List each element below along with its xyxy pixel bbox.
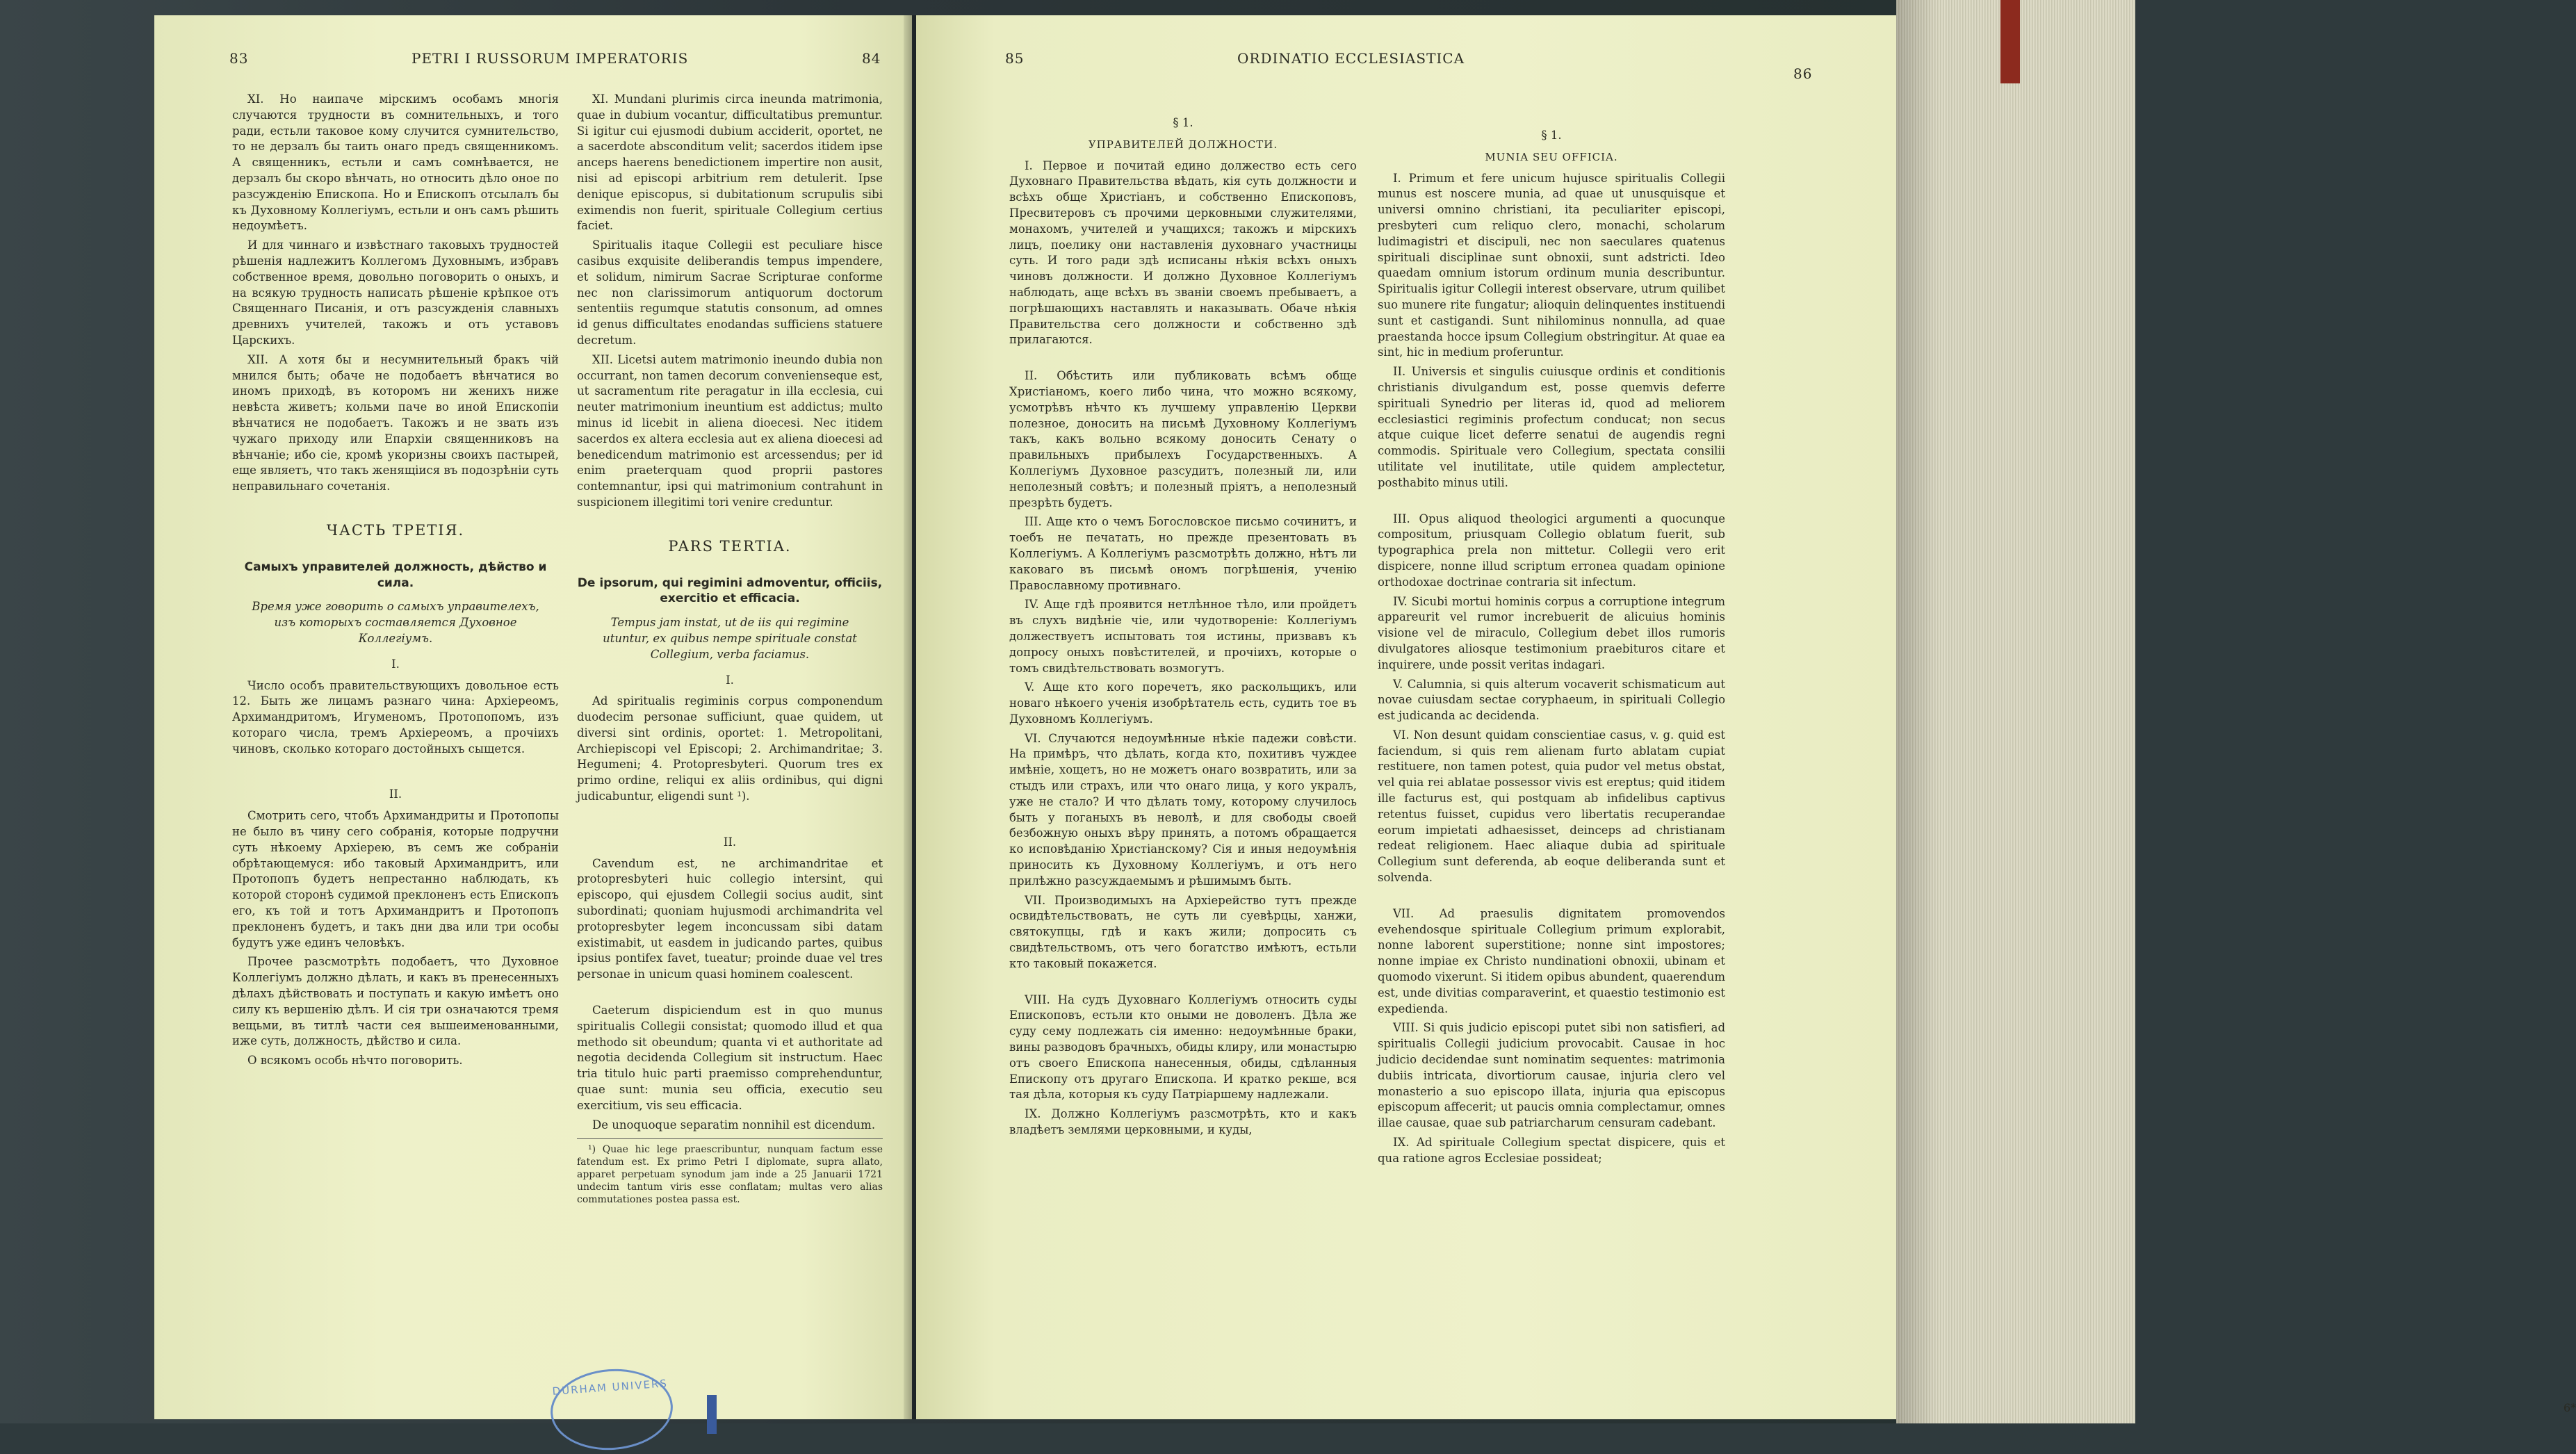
running-head-right: ORDINATIO ECCLESIASTICA: [1237, 50, 1465, 67]
section-number: § 1.: [1173, 116, 1193, 129]
paragraph: II. Обѣстить или публиковать всѣмъ обще Христіаномъ, коего либо чина, что можно всякому, усмотрѣвъ нѣчто къ лучшему управленію Церкви полезное, доносить на письмѣ Духовному Коллегіумъ такъ, какъ вольно всякому доносить Сенату о правильныхъ прибылехъ Государственныхъ. А Коллегіумъ Духовное разсудитъ, полезный ли, или неполезный совѣтъ; и полезный пріятъ, а неполезный презрѣть будетъ.: [1009, 369, 1357, 509]
paragraph: IV. Sicubi mortui hominis corpus a corruptione integrum appareurit vel rumor increbuerit de alicuius hominis visione vel de miraculo, Collegium debet illos rumoris divulgatores aliosque testimonium praebituros citare et inquirere, unde possit veritas indagari.: [1378, 594, 1725, 671]
section-title: MUNIA SEU OFFICIA.: [1485, 150, 1618, 163]
chapter-title: De ipsorum, qui regimini admoventur, officiis, exercitio et efficacia.: [577, 575, 883, 606]
part-heading: ЧАСТЬ ТРЕТІЯ.: [326, 521, 465, 539]
section-number: I.: [391, 657, 400, 671]
paragraph: VIII. Si quis judicio episcopi putet sibi non satisfieri, ad spiritualis Collegii judicium provocabit. Causae in hoc judicio decidendae sunt nominatim sequentes: matrimonia dubiis intricata, divortiorum causae, injuria clero vel monasterio a suo episcopo illata, injuria qua episcopus episcopum affecerit; ut paucis omnia complectamur, omnes illae causae, quae sub patriarcharum censuram cadebant.: [1378, 1021, 1725, 1130]
part-heading: PARS TERTIA.: [668, 537, 792, 555]
paragraph: V. Аще кто кого поречетъ, яко раскольщикъ, или новаго нѣкоего ученія изобрѣтатель есть, судить тое въ Духовномъ Коллегіумъ.: [1009, 680, 1357, 726]
paragraph: Ad spiritualis regiminis corpus componendum duodecim personae sufficiunt, quae quidem, ut diversi sint ordinis, oportet: 1. Metropolitani, Archiepiscopi vel Episcopi; 2. Archimandritae; 3. Hegumeni; 4. Protopresbyteri. Quorum tres ex primo ordine, reliqui ex aliis ordinibus, qui digni judicabuntur, eligendi sunt ¹).: [577, 694, 883, 803]
page-left: [154, 15, 912, 1419]
section-number: II.: [389, 787, 402, 801]
latin-column-left: [577, 92, 883, 1412]
page-number-86: 86: [1793, 65, 1813, 82]
paragraph: О всякомъ особь нѣчто поговорить.: [247, 1054, 463, 1068]
paragraph: IX. Ad spirituale Collegium spectat dispicere, quis et qua ratione agros Ecclesiae possideat;: [1378, 1136, 1725, 1165]
running-head-left: PETRI I RUSSORUM IMPERATORIS: [411, 50, 689, 67]
page-number-83: 83: [229, 50, 249, 67]
paragraph: De unoquoque separatim nonnihil est dicendum.: [592, 1118, 876, 1132]
ribbon-marker: [2000, 0, 2020, 83]
paragraph: VII. Ad praesulis dignitatem promovendos evehendosque spirituale Collegium primum explorabit, nonne laborent superstitione; nonne sint impostores; nonne impiae ex Christo nundinationi obnoxii, ubinam et quomodo vixerunt. Si itidem opibus abundent, quaerendum est, unde divitias comparaverint, et quaestio testimonio est expedienda.: [1378, 906, 1725, 1015]
paragraph: I. Первое и почитай едино должество есть сего Духовнаго Правительства вѣдать, кія суть должности и всѣхъ обще Христіанъ, и собственно Епископовъ, Пресвитеровъ съ прочими церковными служителями, монахомъ, учителей и учащихся; такожъ и мірскихъ лицъ, поелику они наставленія духовнаго участницы суть. И того ради здѣ исписаны нѣкія всѣхъ оныхъ чиновъ должности. И должно Духовное Коллегіумъ наблюдать, аще всѣхъ въ званіи своемъ пребываетъ, а погрѣшающихъ наставлять и наказывать. Обаче нѣкія Правительства сего должности и собственно здѣ прилагаются.: [1009, 158, 1357, 347]
paragraph: III. Opus aliquod theologici argumenti a quocunque compositum, priusquam Collegio oblatum fuerit, sub typographica prela non mittetur. Collegii vero erit dispicere, nonne illud scriptum erronea quadam opinione orthodoxae doctrinae contraria sit infectum.: [1378, 512, 1725, 589]
page-number-85: 85: [1005, 50, 1025, 67]
page-number-84: 84: [862, 50, 881, 67]
paragraph: V. Calumnia, si quis alterum vocaverit schismaticum aut novae cuiusdam sectae coryphaeum, in spirituali Collegio est judicanda ac decidenda.: [1378, 677, 1725, 723]
paragraph: VII. Производимыхъ на Архіерейство тутъ прежде освидѣтельствовать, не суть ли суевѣрцы, ханжи, святокупцы, гдѣ и какъ жили; допросить съ свидѣтельствомъ, отъ чего богатство имѣютъ, естьли кто таковый покажется.: [1009, 893, 1357, 970]
paragraph: IV. Аще гдѣ проявится нетлѣнное тѣло, или пройдетъ въ слухъ видѣніе чіе, или чудотвореніе: Коллегіумъ должествуетъ испытовать тоя истины, призвавъ къ допросу оныхъ повѣстителей, и прочіихъ, которые о томъ свидѣтельствовать возмогутъ.: [1009, 598, 1357, 675]
paragraph: III. Аще кто о чемъ Богословское письмо сочинитъ, и тоебъ не печатать, но прежде презентовать въ Коллегіумъ. А Коллегіумъ разсмотрѣть должно, нѣтъ ли каковаго въ письмѣ ономъ погрѣшенія, ученію Православному противнаго.: [1009, 515, 1357, 592]
paragraph: XII. Licetsi autem matrimonio ineundo dubia non occurrant, non tamen decorum convenienseque est, ut sacramentum rite peragatur in illa ecclesia, cui neuter matrimonium ineuntium est addictus; multo minus id licebit in aliena dioecesi. Nec itidem sacerdos ex altera ecclesia aut ex aliena dioecesi ad benedicendum matrimonio est arcessendus; per id enim praeterquam quod proprii pastores contemnantur, ipsi qui matrimonium contrahunt in suspicionem illegitimi tori venire creduntur.: [577, 352, 883, 509]
paragraph: IX. Должно Коллегіумъ разсмотрѣть, кто и какъ владѣетъ землями церковными, и куды,: [1009, 1107, 1357, 1137]
paragraph: Caeterum dispiciendum est in quo munus spiritualis Collegii consistat; quomodo illud et qua methodo sit obeundum; quanta vi et authoritate ad negotia decidenda Collegium sit instructum. Haec tria titulo huic parti praemisso comprehenduntur, quae sunt: munia seu officia, executio seu exercitium, vis seu efficacia.: [577, 1004, 883, 1112]
paragraph: Число особъ правительствующихъ довольное есть 12. Быть же лицамъ разнаго чина: Архіереомъ, Архимандритомъ, Игуменомъ, Протопопомъ, изъ котораго числа, тремъ Архіереомъ, а прочіихъ чиновъ, сколько котораго достойныхъ сыщется.: [232, 678, 559, 755]
chapter-title: Самыхъ управителей должность, дѣйство и сила.: [244, 559, 547, 590]
section-number: II.: [723, 835, 737, 849]
paragraph: XI. Mundani plurimis circa ineunda matrimonia, quae in dubium vocantur, difficultatibus premuntur. Si igitur cui ejusmodi dubium acciderit, oportet, ne a sacerdote absconditum velit; sacerdos itidem ipse anceps haerens benedictionem impertire non ausit, nisi ad episcopi arbitrium rem detulerit. Ipse denique episcopus, si dubitationum scrupulis sibi eximendis non fuerit, spirituale Collegium certius faciet.: [577, 92, 883, 233]
paragraph: II. Universis et singulis cuiusque ordinis et conditionis christianis divulgandum est, posse quemvis deferre spirituali Synedrio per literas id, quod ad meliorem ecclesiastici regiminis profectum conducat; non secus atque cuique licet deferre senatui de augendis regni commodis. Spirituale vero Collegium, spectata consilii utilitate vel inutilitate, utile quidem amplectetur, posthabito minus utili.: [1378, 365, 1725, 489]
signature-mark: 6*: [2563, 1401, 2576, 1414]
page-edges: [1896, 0, 2135, 1423]
section-number: § 1.: [1541, 129, 1562, 142]
chapter-intro: Tempus jam instat, ut de iis qui regimine utuntur, ex quibus nempe spirituale constat Collegium, verba faciamus.: [603, 616, 857, 661]
paragraph: Смотрить сего, чтобъ Архимандриты и Протопопы не было въ чину сего собранія, которые подручни суть нѣкоему Архіерею, въ семъ же собраніи обрѣтающемуся: ибо таковый Архимандритъ, или Протопопъ будетъ непрестанно наблюдать, къ которой сторонѣ судимой преклоненъ есть Епископъ его, къ той и тотъ Архимандритъ и Протопопъ преклоненъ будетъ, и такъ дни два или три особы будутъ уже единъ человѣкъ.: [232, 809, 559, 949]
paragraph: VI. Non desunt quidam conscientiae casus, v. g. quid est faciendum, si quis rem alienam furto ablatam cupiat restituere, non tamen potest, quia pudor vel metus obstat, vel quia rei ablatae possessor vivis est ereptus; quid itidem ille facturus est, qui postquam ab infidelibus captivus retentus fuisset, cupidus vero libertatis recuperandae eorum impietati adhaesisset, deinceps ad christianam redeat religionem. Haec aliaque dubia ad spirituale Collegium sunt deferenda, ab eoque deliberanda sunt et solvenda.: [1378, 728, 1725, 885]
library-stamp: DURHAM UNIVERS: [548, 1365, 676, 1454]
paragraph: Cavendum est, ne archimandritae et protopresbyteri huic collegio intersint, qui episcopo, qui ejusdem Collegii socius audit, sint subordinati; quoniam hujusmodi archimandrita vel protopresbyter legem inconcussam sibi datam existimabit, ut easdem in judicando partes, quibus ipsius pontifex favet, tueatur; proinde duae vel tres personae in unicum quasi hominem coalescent.: [577, 856, 883, 981]
paragraph: Spiritualis itaque Collegii est peculiare hisce casibus exquisite deliberandis tempus impendere, et solidum, nimirum Sacrae Scripturae conforme nec non clarissimorum antiquorum doctorum sententiis regumque statutis consonum, ad omnes id genus difficultates enodandas sufficiens statuere decretum.: [577, 238, 883, 347]
paragraph: VIII. На судъ Духовнаго Коллегіумъ относить суды Епископовъ, естьли кто оными не доволенъ. Дѣла же суду сему подлежать сія именно: недоумѣнные браки, вины разводовъ брачныхъ, обиды клиру, или монастырю отъ своего Епископа нанесенныя, обиды, сдѣланныя Епископу отъ другаго Епископа. И кратко рекше, вся тая дѣла, которыя къ суду Патріаршему надлежали.: [1009, 993, 1357, 1102]
bookmark-strip: [707, 1395, 717, 1434]
paragraph: VI. Случаются недоумѣнные нѣкіе падежи совѣсти. На примѣръ, что дѣлать, когда кто, похитивъ чуждее имѣніе, хощетъ, но не можетъ онаго возвратить, или за стыдъ или страхъ, или что онаго лица, у кого укралъ, уже не стало? И что дѣлать тому, которому случилось быть у поганыхъ въ неволѣ, и для свободы своей безбожную оныхъ вѣру принять, а потомъ обращается ко исповѣданію Христіанскому? Сія и иныя недоумѣнія приносить къ Духовному Коллегіумъ, и отъ него прилѣжно разсуждаемымъ и рѣшимымъ быть.: [1009, 731, 1357, 888]
chapter-intro: Время уже говорить о самыхъ управителехъ, изъ которыхъ составляется Духовное Коллегіумъ.: [252, 600, 539, 645]
section-number: I.: [726, 673, 734, 687]
page-right: [916, 15, 2576, 1419]
russian-column-right: [1009, 106, 1357, 1412]
paragraph: XII. А хотя бы и несумнительный бракъ чій мнился быть; обаче не подобаетъ вѣнчатися во иномъ приходѣ, въ которомъ ни женихъ ниже невѣста живетъ; кольми паче во иной Епископіи вѣнчатися не подобаетъ. Такожъ и не звать изъ чужаго приходу или Епархіи священниковъ на вѣнчаніе; ибо сіе, кромѣ укоризны своихъ пастырей, еще являетъ, что такъ женящіися въ подозрѣніи суть неправильнаго сочетанія.: [232, 352, 559, 493]
paragraph: I. Primum et fere unicum hujusce spiritualis Collegii munus est noscere munia, ad quae ut unusquisque et universi omnino christiani, ita peculiariter episcopi, presbyteri cum reliquo clero, monachi, scholarum ludimagistri et discipuli, nec non saeculares quatenus spirituali disciplinae sunt obnoxii, sunt adstricti. Ideo quaedam omnium istorum ordinum munia describuntur. Spiritualis igitur Collegii interest observare, utrum quilibet suo munere rite fungatur; alioquin delinquentes instituendi sunt et castigandi. Sunt nihilominus nonnulla, ad quae praestanda hocce ipsum Collegium obstringitur. At quae ea sint, hic in medium proferuntur.: [1378, 171, 1725, 359]
latin-column-right: [1378, 118, 1725, 1411]
footnote: ¹) Quae hic lege praescribuntur, nunquam factum esse fatendum est. Ex primo Petri I diplomate, supra allato, apparet perpetuam synodum jam inde a 25 Januarii 1721 undecim tantum viris esse conflatam; multas vero alias commutationes postea passa est.: [577, 1138, 883, 1206]
paragraph: XI. Но наипаче мірскимъ особамъ многія случаются трудности въ сомнительныхъ, и того ради, естьли таковое кому случится сумнительство, то не дерзалъ бы таить онаго предъ священникомъ. А священникъ, естьли и самъ сомнѣвается, не дерзалъ бы скоро вѣнчать, но относить дѣло оное по разсужденію Епископа. Но и Епископъ отсылалъ бы къ Духовному Коллегіумъ, естьли и онъ самъ рѣшить недоумѣетъ.: [232, 92, 559, 233]
russian-column-left: [232, 92, 559, 1412]
paragraph: И для чиннаго и извѣстнаго таковыхъ трудностей рѣшенія надлежитъ Коллегомъ Духовнымъ, избравъ собственное время, довольно поговорить о оныхъ, и на всякую трудность написать рѣшеніе крѣпкое отъ Священнаго Писанія, и отъ разсужденія славныхъ древнихъ учителей, такожъ и отъ уставовъ Царскихъ.: [232, 238, 559, 347]
section-title: УПРАВИТЕЛЕЙ ДОЛЖНОСТИ.: [1088, 138, 1278, 151]
paragraph: Прочее разсмотрѣть подобаетъ, что Духовное Коллегіумъ должно дѣлать, и какъ въ пренесенныхъ дѣлахъ дѣйствовать и поступать и какую имѣетъ оно силу къ вершенію дѣлъ. И сія три означаются тремя вещьми, въ титлѣ части сея вышеименованными, иже суть, должность, дѣйство и сила.: [232, 955, 559, 1048]
